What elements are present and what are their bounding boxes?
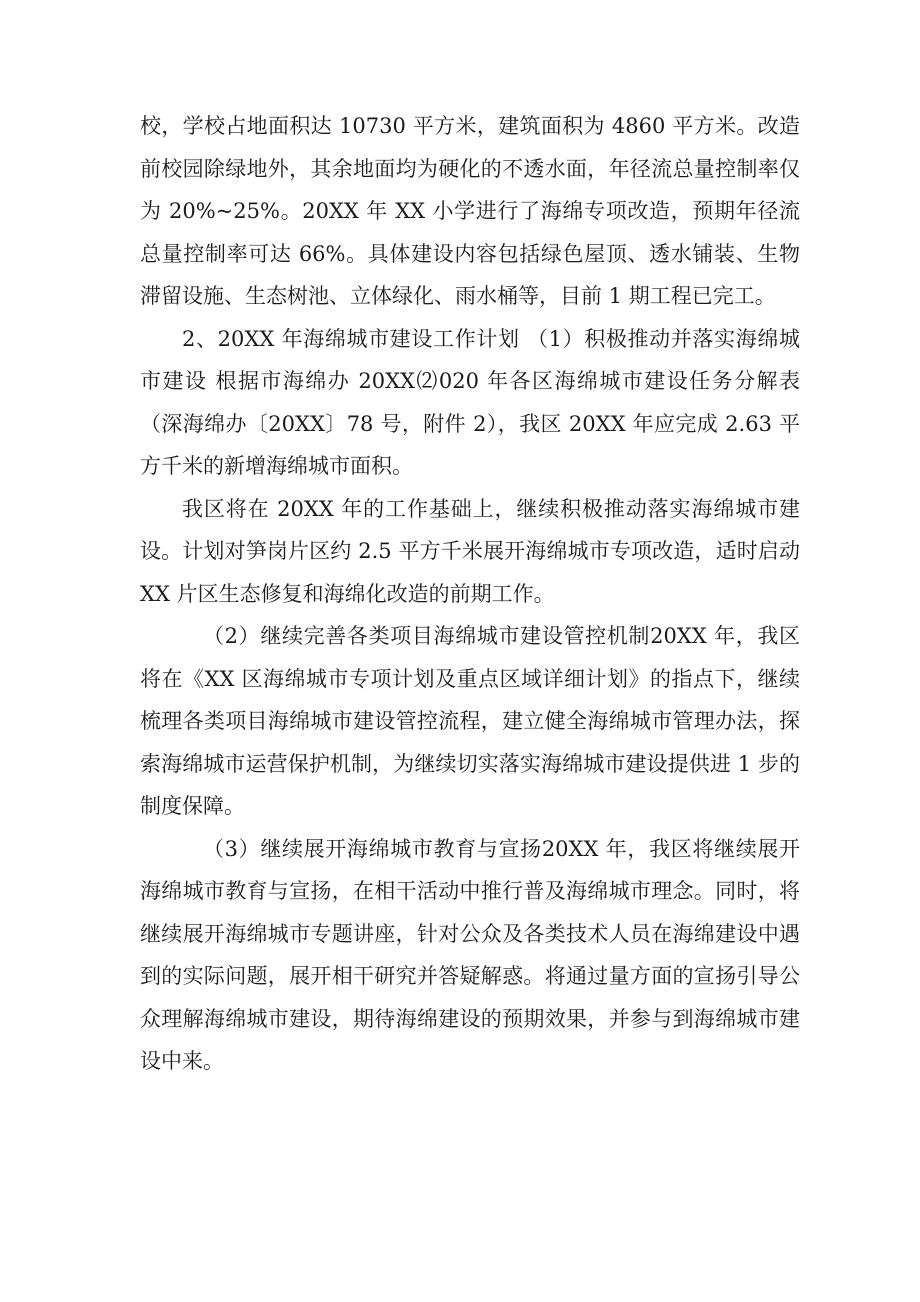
document-page [140, 105, 800, 1083]
paragraph-education-promotion: （3）继续展开海绵城市教育与宣扬20XX 年，我区将继续展开海绵城市教育与宣扬，在相干活动中推行普及海绵城市理念。同时，将继续展开海绵城市专题讲座，针对公众及各类技术人员在海绵建设中遇到的实际问题，展开相干研究并答疑解惑。将通过量方面的宣扬引导公众理解海绵城市建设，期待海绵建设的预期效果，并参与到海绵城市建设中来。 [140, 836, 800, 1073]
paragraph-district-plan: 我区将在 20XX 年的工作基础上，继续积极推动落实海绵城市建设。计划对笋岗片区约 2.5 平方千米展开海绵城市专项改造，适时启动 XX 片区生态修复和海绵化改造的前期工作。 [140, 496, 800, 606]
paragraph-school-renovation: 校，学校占地面积达 10730 平方米，建筑面积为 4860 平方米。改造前校园除绿地外，其余地面均为硬化的不透水面，年径流总量控制率仅为 20%~25%。20XX 年 XX 小学进行了海绵专项改造，预期年径流总量控制率可达 66%。具体建设内容包括绿色屋顶、透水铺装、生物滞留设施、生态树池、立体绿化、雨水桶等，目前 1 期工程已完工。 [140, 114, 800, 308]
paragraph-control-mechanism: （2）继续完善各类项目海绵城市建设管控机制20XX 年，我区将在《XX 区海绵城市专项计划及重点区域详细计划》的指点下，继续梳理各类项目海绵城市建设管控流程，建立健全海绵城市管理办法，探索海绵城市运营保护机制，为继续切实落实海绵城市建设提供进 1 步的制度保障。 [140, 624, 800, 818]
paragraph-work-plan: 2、20XX 年海绵城市建设工作计划 （1）积极推动并落实海绵城市建设 根据市海绵办 20XX⑵020 年各区海绵城市建设任务分解表（深海绵办〔20XX〕78 号，附件 2），我区 20XX 年应完成 2.63 平方千米的新增海绵城市面积。 [140, 326, 800, 478]
